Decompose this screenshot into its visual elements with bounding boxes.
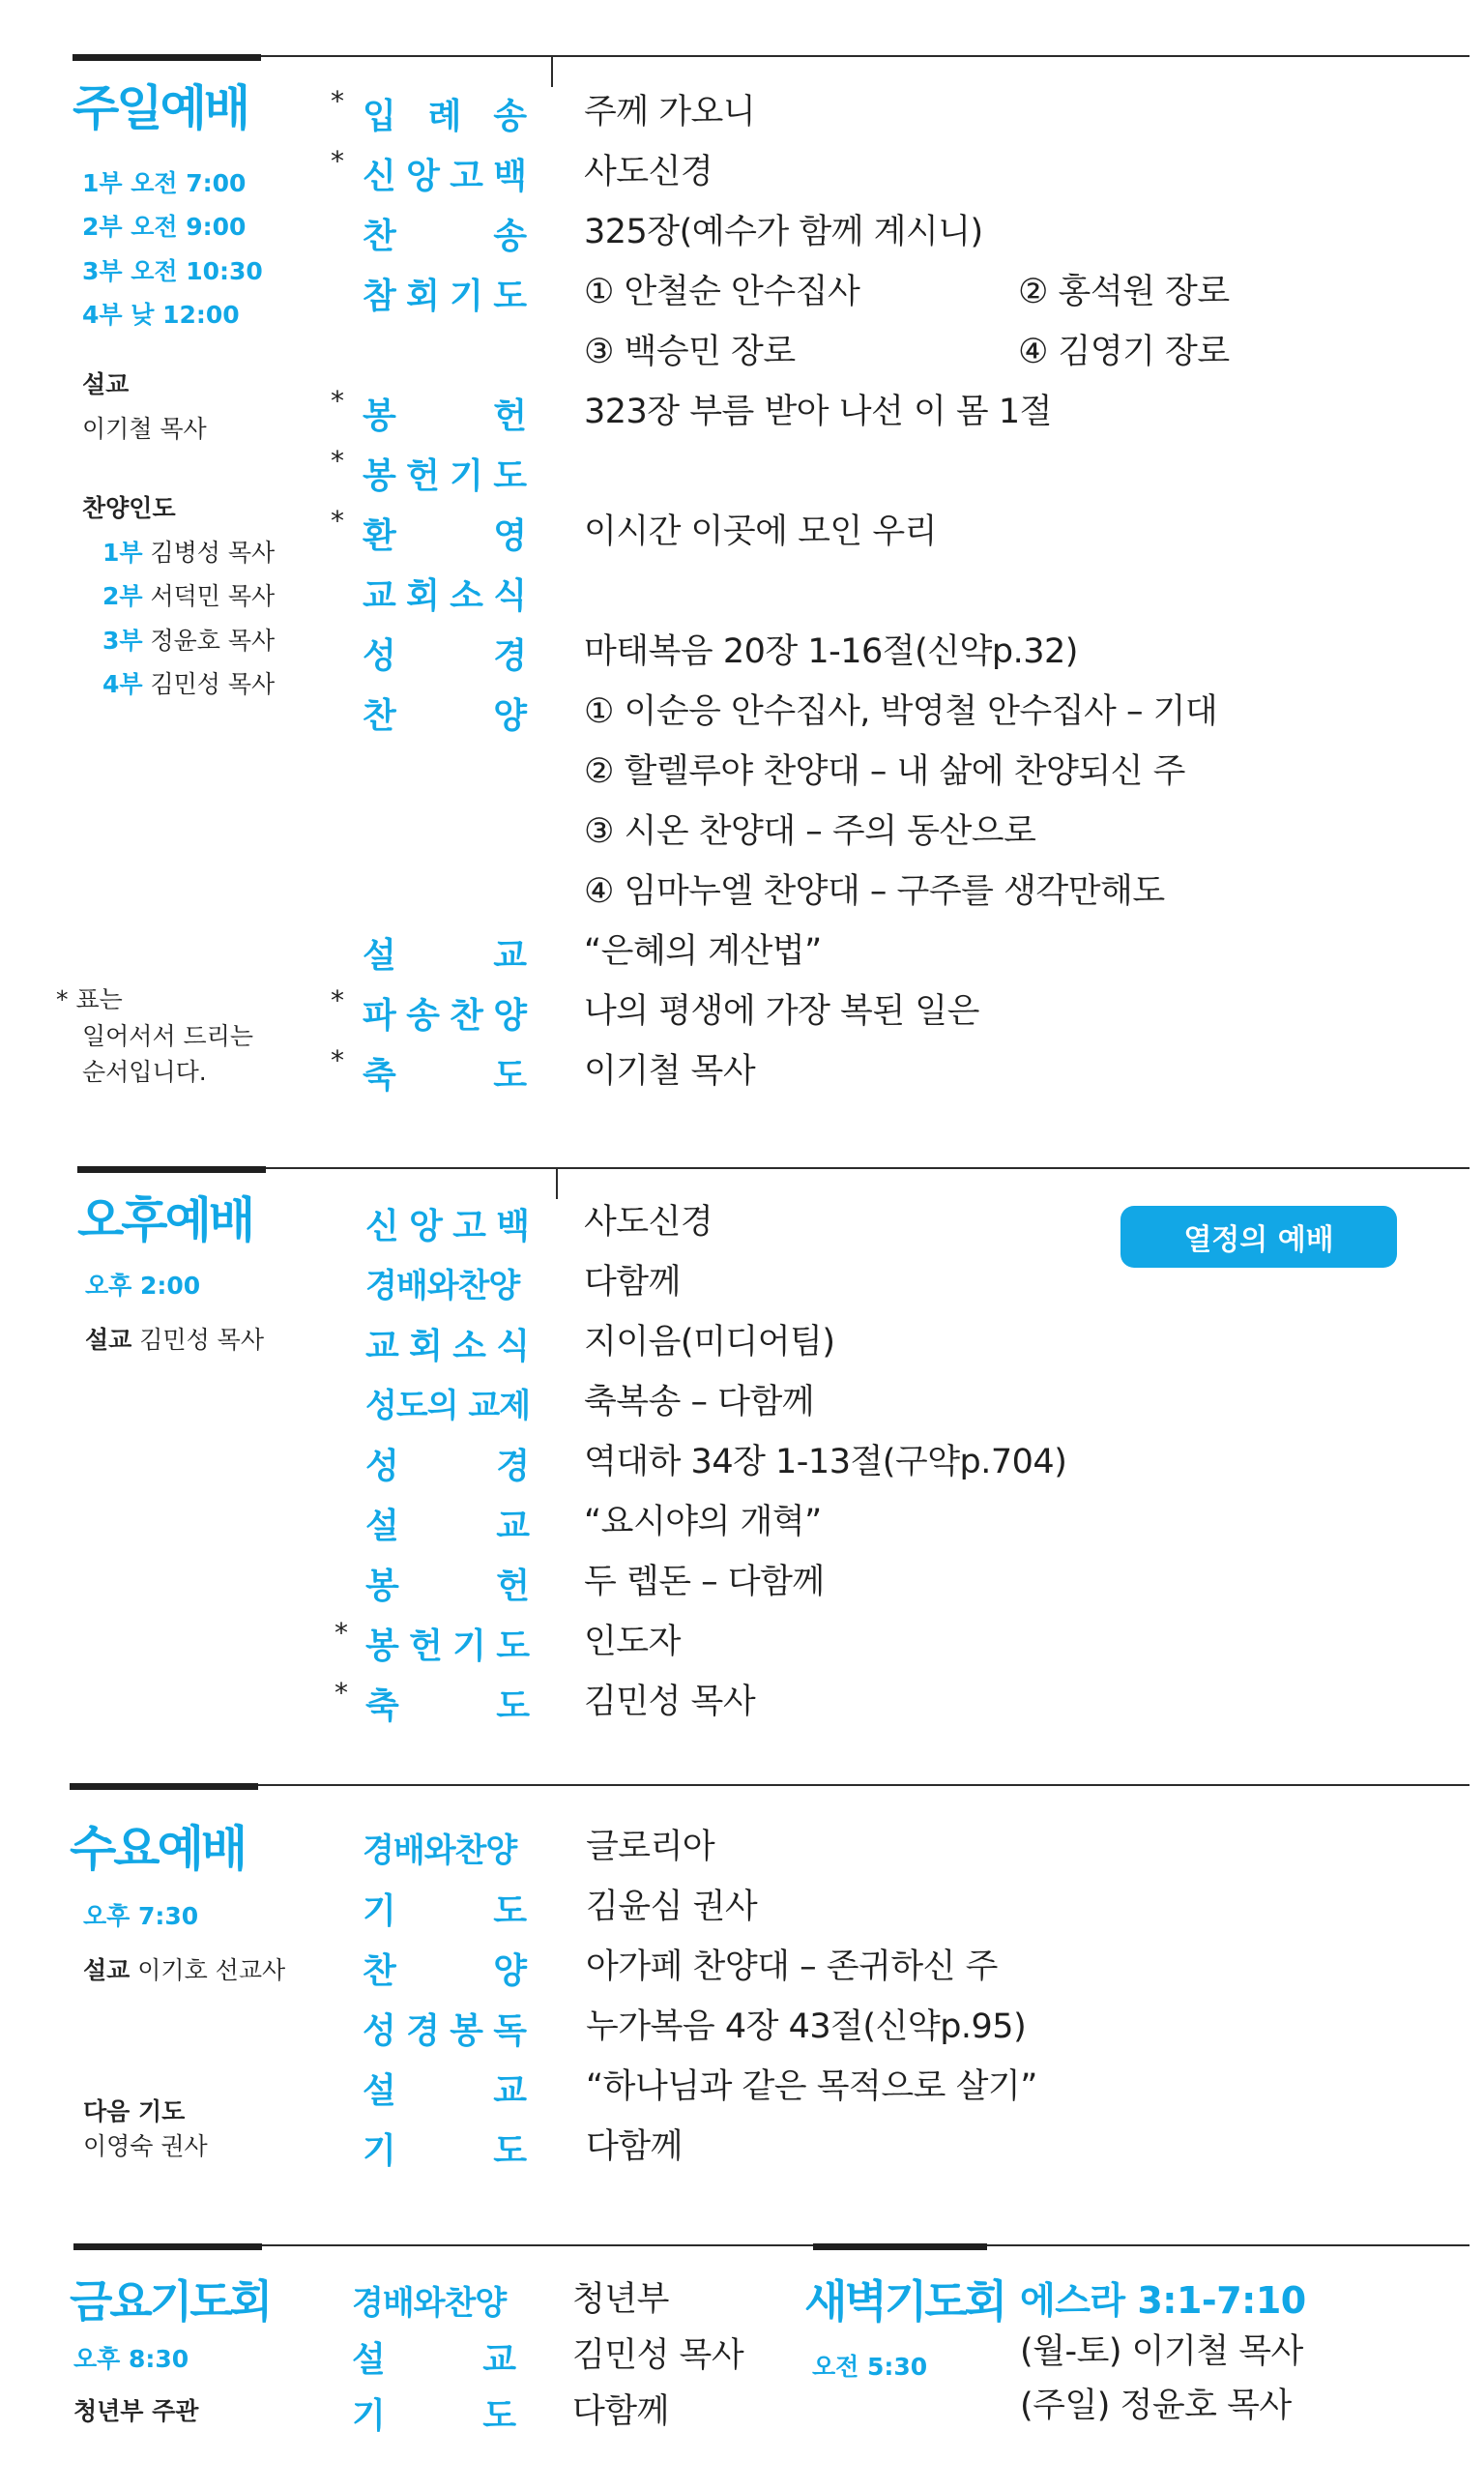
- section-line-wednesday: [258, 1784, 1469, 1786]
- label-char: 백: [493, 157, 527, 196]
- label-char: 도: [496, 1686, 530, 1726]
- label-char: 교: [363, 576, 396, 616]
- label-char: 도: [493, 277, 527, 316]
- order-value: 두 렙돈 – 다함께: [584, 1563, 825, 1601]
- order-value: 다함께: [586, 2127, 683, 2166]
- order-value: 역대하 34장 1-13절(구약p.704): [584, 1443, 1067, 1481]
- label-char: 기: [363, 1891, 396, 1931]
- order-label: [363, 928, 527, 976]
- praise-leader-1: 1부 김병성 목사: [102, 539, 276, 567]
- label-char: 도: [493, 1891, 527, 1931]
- order-value-right: ② 홍석원 장로: [1018, 273, 1230, 311]
- order-value: ③ 시온 찬양대 – 주의 동산으로: [584, 812, 1036, 851]
- section-line-afternoon: [266, 1167, 1469, 1169]
- label-char: 성: [363, 2011, 396, 2051]
- order-label: [363, 209, 527, 256]
- order-label: [363, 688, 527, 736]
- section-title-friday: 금요기도회: [70, 2275, 271, 2328]
- order-value: ④ 임마누엘 찬양대 – 구주를 생각만해도: [584, 872, 1165, 911]
- label-char: 교: [493, 936, 527, 976]
- label-char: 헌: [493, 396, 527, 436]
- next-prayer-name: 이영숙 권사: [83, 2132, 208, 2160]
- order-value: 325장(예수가 함께 계시니): [584, 213, 983, 251]
- label-char: 경: [493, 636, 527, 676]
- section-rule-dawn: [813, 2243, 987, 2250]
- order-label: [363, 1944, 527, 1991]
- next-prayer-label: 다음 기도: [83, 2097, 186, 2125]
- label-char: 봉: [365, 1626, 399, 1666]
- label-char: 송: [406, 996, 440, 1036]
- standing-note-1: * 표는: [56, 985, 123, 1013]
- label-char: 참: [363, 277, 396, 316]
- divider-tick-afternoon: [556, 1168, 558, 1199]
- service-time-3: 3부 오전 10:30: [82, 257, 263, 285]
- afternoon-sermon: 설교 김민성 목사: [85, 1326, 264, 1354]
- label-char: 경: [496, 1447, 530, 1486]
- order-value: ① 안철순 안수집사: [584, 273, 860, 311]
- order-value: 323장 부름 받아 나선 이 몸 1절: [584, 393, 1052, 431]
- order-value: 축복송 – 다함께: [584, 1383, 815, 1421]
- standing-star: *: [331, 984, 344, 1016]
- label-char: 헌: [406, 456, 440, 496]
- label-char: 영: [493, 516, 527, 556]
- order-label: [363, 629, 527, 676]
- order-value: “은혜의 계산법”: [584, 932, 822, 971]
- section-title-sunday: 주일예배: [73, 80, 248, 136]
- praise-leader-2: 2부 서덕민 목사: [102, 582, 276, 610]
- order-value: 다함께: [584, 1263, 681, 1302]
- order-value: 이시간 이곳에 모인 우리: [584, 513, 937, 551]
- label-char: 설: [352, 2340, 386, 2380]
- standing-star: *: [335, 1617, 348, 1649]
- friday-time: 오후 8:30: [73, 2345, 189, 2373]
- order-value: 김민성 목사: [584, 1683, 756, 1721]
- standing-star: *: [331, 385, 344, 417]
- label-char: 경: [406, 2011, 440, 2051]
- label-char: 교: [493, 2071, 527, 2111]
- dawn-scripture: 에스라 3:1-7:10: [1020, 2279, 1306, 2322]
- label-char: 축: [365, 1686, 399, 1726]
- order-value: ① 이순응 안수집사, 박영철 안수집사 – 기대: [584, 692, 1218, 731]
- label-char: 설: [365, 1507, 399, 1546]
- standing-star: *: [331, 505, 344, 537]
- label-char: 찬: [363, 1951, 396, 1991]
- order-label: [365, 1619, 530, 1666]
- standing-star: *: [331, 1044, 344, 1076]
- sermon-preacher: 이기철 목사: [82, 415, 207, 443]
- label-char: 독: [493, 2011, 527, 2051]
- praise-leader-label: 찬양인도: [82, 494, 176, 522]
- order-value: 누가복음 4장 43절(신약p.95): [586, 2007, 1027, 2046]
- label-char: 헌: [496, 1567, 530, 1606]
- order-label: 경배와찬양: [363, 1831, 517, 1870]
- label-char: 교: [482, 2340, 516, 2380]
- label-char: 도: [493, 1056, 527, 1096]
- order-value: 마태복음 20장 1-16절(신약p.32): [584, 632, 1078, 671]
- service-time-2: 2부 오전 9:00: [82, 213, 247, 241]
- afternoon-time: 오후 2:00: [85, 1272, 201, 1300]
- label-char: 기: [450, 456, 483, 496]
- service-time-4: 4부 낮 12:00: [82, 301, 240, 329]
- label-char: 도: [496, 1626, 530, 1666]
- label-char: 찬: [363, 696, 396, 736]
- section-rule-sunday: [73, 54, 261, 61]
- order-label: 경배와찬양: [352, 2284, 507, 2323]
- order-value: “하나님과 같은 목적으로 살기”: [586, 2067, 1037, 2106]
- label-char: 도: [493, 456, 527, 496]
- label-char: 찬: [450, 996, 483, 1036]
- order-label: [363, 149, 527, 196]
- label-char: 양: [493, 996, 527, 1036]
- order-value: 주께 가오니: [584, 93, 756, 132]
- order-label: [365, 1199, 530, 1246]
- label-char: 봉: [450, 2011, 483, 2051]
- label-char: 기: [452, 1626, 486, 1666]
- label-char: 기: [450, 277, 483, 316]
- order-label: [365, 1439, 530, 1486]
- label-char: 교: [496, 1507, 530, 1546]
- praise-leader-3: 3부 정윤호 목사: [102, 627, 276, 655]
- order-label: [365, 1679, 530, 1726]
- label-char: 식: [493, 576, 527, 616]
- label-char: 회: [409, 1327, 443, 1366]
- order-value: ② 할렐루야 찬양대 – 내 삶에 찬양되신 주: [584, 752, 1185, 791]
- order-value: 지이음(미디어팀): [584, 1323, 835, 1362]
- order-value: 사도신경: [584, 153, 713, 191]
- section-title-wednesday: 수요예배: [70, 1821, 246, 1877]
- label-char: 식: [496, 1327, 530, 1366]
- order-label: [363, 269, 527, 316]
- order-value: 나의 평생에 가장 복된 일은: [584, 992, 979, 1031]
- label-char: 례: [427, 97, 462, 136]
- order-label: [352, 2332, 516, 2380]
- order-label: [363, 569, 527, 616]
- label-char: 양: [493, 696, 527, 736]
- label-char: 봉: [365, 1567, 399, 1606]
- order-label: 성도의 교제: [365, 1387, 531, 1425]
- label-char: 기: [352, 2396, 386, 2436]
- sermon-label: 설교: [82, 370, 130, 398]
- standing-note-2: 일어서서 드리는: [82, 1022, 253, 1050]
- label-char: 신: [365, 1207, 399, 1246]
- friday-host: 청년부 주관: [73, 2397, 199, 2425]
- standing-star: *: [331, 145, 344, 177]
- order-label: [363, 2124, 527, 2171]
- dawn-time: 오전 5:30: [812, 2353, 928, 2381]
- wednesday-sermon: 설교 이기호 선교사: [83, 1956, 286, 1984]
- order-value: ③ 백승민 장로: [584, 333, 796, 371]
- order-value: 글로리아: [586, 1828, 715, 1866]
- dawn-weekday-leader: (월-토) 이기철 목사: [1020, 2332, 1303, 2371]
- label-char: 헌: [409, 1626, 443, 1666]
- praise-leader-4: 4부 김민성 목사: [102, 670, 276, 698]
- label-char: 도: [482, 2396, 516, 2436]
- standing-star: *: [335, 1677, 348, 1709]
- wednesday-time: 오후 7:30: [83, 1902, 199, 1930]
- order-value: 청년부: [572, 2280, 669, 2319]
- label-char: 송: [493, 97, 527, 136]
- order-label: [363, 2004, 527, 2051]
- label-char: 양: [493, 1951, 527, 1991]
- label-char: 봉: [363, 396, 396, 436]
- order-label: [363, 509, 527, 556]
- standing-note-3: 순서입니다.: [82, 1058, 207, 1086]
- order-value: 김윤심 권사: [586, 1888, 758, 1926]
- label-char: 봉: [363, 456, 396, 496]
- order-value: 다함께: [572, 2392, 669, 2431]
- label-char: 신: [363, 157, 396, 196]
- label-char: 파: [363, 996, 396, 1036]
- order-value: 사도신경: [584, 1203, 713, 1242]
- label-char: 성: [363, 636, 396, 676]
- label-char: 앙: [406, 157, 440, 196]
- label-char: 설: [363, 936, 396, 976]
- label-char: 소: [452, 1327, 486, 1366]
- order-value: 이기철 목사: [584, 1052, 756, 1091]
- order-label: [363, 449, 527, 496]
- section-line-sunday: [261, 55, 1469, 57]
- label-char: 송: [493, 217, 527, 256]
- order-label: [363, 2064, 527, 2111]
- divider-tick-sunday: [551, 56, 553, 87]
- dawn-sunday-leader: (주일) 정윤호 목사: [1020, 2387, 1292, 2425]
- order-value-right: ④ 김영기 장로: [1018, 333, 1230, 371]
- label-char: 성: [365, 1447, 399, 1486]
- order-label: [365, 1559, 530, 1606]
- label-char: 고: [450, 157, 483, 196]
- section-title-afternoon: 오후예배: [77, 1192, 253, 1248]
- label-char: 고: [452, 1207, 486, 1246]
- order-label: [363, 389, 527, 436]
- section-rule-friday: [73, 2243, 262, 2250]
- standing-star: *: [331, 85, 344, 117]
- section-line-friday: [262, 2244, 813, 2246]
- order-label: [363, 1048, 527, 1096]
- order-label: [363, 89, 527, 136]
- section-line-dawn: [987, 2244, 1469, 2246]
- label-char: 백: [496, 1207, 530, 1246]
- label-char: 입: [363, 97, 396, 136]
- order-value: 아가페 찬양대 – 존귀하신 주: [586, 1948, 998, 1986]
- label-char: 기: [363, 2131, 396, 2171]
- label-char: 설: [363, 2071, 396, 2111]
- order-value: “요시야의 개혁”: [584, 1503, 822, 1541]
- section-rule-afternoon: [77, 1166, 266, 1173]
- section-rule-wednesday: [70, 1783, 258, 1790]
- order-label: [365, 1499, 530, 1546]
- order-label: 경배와찬양: [365, 1267, 520, 1305]
- service-time-1: 1부 오전 7:00: [82, 169, 247, 197]
- order-label: [365, 1319, 530, 1366]
- label-char: 회: [406, 576, 440, 616]
- label-char: 회: [406, 277, 440, 316]
- order-label: [363, 988, 527, 1036]
- order-label: [352, 2388, 516, 2436]
- order-value: 김민성 목사: [572, 2336, 744, 2375]
- label-char: 축: [363, 1056, 396, 1096]
- order-value: 인도자: [584, 1623, 681, 1661]
- section-title-dawn: 새벽기도회: [804, 2275, 1005, 2328]
- label-char: 도: [493, 2131, 527, 2171]
- label-char: 환: [363, 516, 396, 556]
- label-char: 소: [450, 576, 483, 616]
- passion-worship-badge: 열정의 예배: [1120, 1206, 1397, 1268]
- order-label: [363, 1884, 527, 1931]
- label-char: 찬: [363, 217, 396, 256]
- standing-star: *: [331, 445, 344, 477]
- label-char: 교: [365, 1327, 399, 1366]
- label-char: 앙: [409, 1207, 443, 1246]
